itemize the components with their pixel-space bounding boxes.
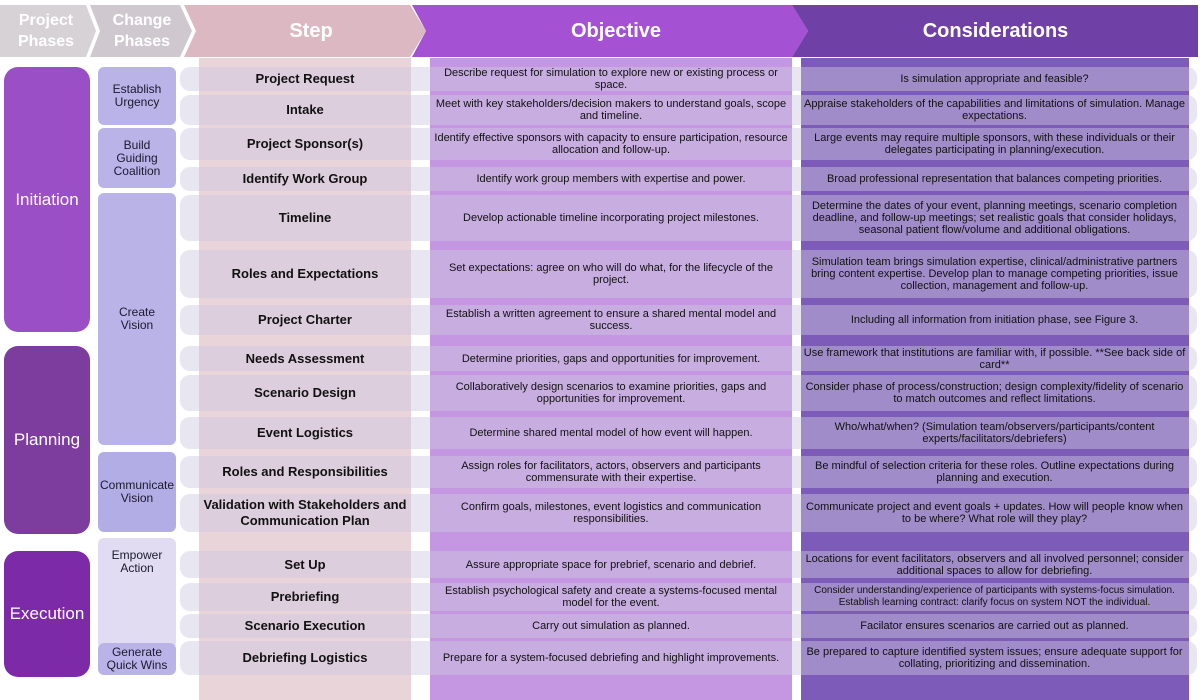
phase-label: Initiation (15, 189, 79, 209)
objective-cell: Determine priorities, gaps and opportunities for improvement. (461, 352, 761, 365)
step-cell: Timeline (278, 210, 332, 225)
considerations-cell: Is simulation appropriate and feasible? (900, 73, 1089, 85)
considerations-cell: Communicate project and event goals + updates. How will people know when to be where? What role will they play? (806, 501, 1183, 525)
objective-cell: Establish a written agreement to ensure a shared mental model and success. (445, 308, 777, 332)
considerations-cell: Facilator ensures scenarios are carried out as planned. (860, 620, 1129, 632)
step-cell: Roles and Expectations (231, 266, 379, 281)
step-cell: Roles and Responsibilities (222, 464, 388, 479)
change-phase-generate-quick-wins (98, 643, 176, 675)
step-cell: Validation with Stakeholders and Communication Plan (203, 497, 407, 528)
change-phase-label: Establish Urgency (112, 82, 162, 109)
change-phase-label: Build Guiding Coalition (113, 137, 161, 178)
considerations-cell: Locations for event facilitators, observers and all involved personnel; consider additional spaces to allow for debriefing. (805, 552, 1184, 577)
step-cell: Scenario Design (254, 385, 356, 400)
considerations-cell: Be prepared to capture identified system issues; ensure adequate support for collating, prioritizing and dissemination. (806, 646, 1183, 670)
objective-cell: Identify work group members with expertise and power. (476, 173, 746, 185)
objective-cell: Describe request for simulation to explore new or existing process or space. (444, 67, 778, 91)
considerations-cell: Consider phase of process/construction; design complexity/fidelity of scenario to match outcomes and reflect limitations. (805, 381, 1184, 405)
objective-cell: Identify effective sponsors with capacity to ensure participation, resource allocation and follow-up. (434, 132, 788, 156)
considerations-cell: Consider understanding/experience of participants with systems-focus simulation. Establish learning contract: clarify focus on system NOT the individual. (814, 585, 1175, 608)
objective-cell: Carry out simulation as planned. (532, 620, 690, 632)
change-phase-communicate-vision (98, 452, 176, 532)
step-cell: Set Up (284, 556, 326, 572)
change-phase-empower-action (98, 538, 176, 649)
objective-cell: Confirm goals, milestones, event logistics and communication responsibilities. (460, 501, 762, 525)
step-cell: Needs Assessment (245, 350, 365, 366)
step-cell: Project Charter (258, 312, 352, 327)
objective-cell: Assure appropriate space for prebrief, scenario and debrief. (465, 558, 757, 571)
considerations-cell: Simulation team brings simulation expertise, clinical/administrative partners bring content expertise. Develop plan to manage competing priorities, issue collection, management and follow-up. (811, 256, 1178, 292)
step-cell: Scenario Execution (244, 618, 366, 633)
change-phase-build-guiding-coalition (98, 128, 176, 188)
objective-cell: Collaboratively design scenarios to examine priorities, gaps and opportunities for improvement. (455, 381, 767, 405)
phase-label: Planning (13, 430, 81, 449)
header-objective: Objective (570, 19, 662, 42)
step-cell: Project Sponsor(s) (246, 136, 364, 151)
considerations-cell: Use framework that institutions are familiar with, if possible. **See back side of card** (803, 346, 1186, 371)
step-cell: Prebriefing (270, 589, 340, 604)
phase-planning (4, 346, 90, 534)
step-cell: Project Request (255, 71, 355, 86)
change-phase-create-vision (98, 193, 176, 445)
phase-label: Execution (9, 604, 85, 623)
considerations-cell: Appraise stakeholders of the capabilities and limitations of simulation. Manage expectations. (804, 98, 1185, 122)
header-considerations: Considerations (922, 19, 1069, 42)
phase-execution (4, 551, 90, 677)
considerations-cell: Determine the dates of your event, planning meetings, scenario completion deadline, and follow-up meetings; set realistic goals that consider holidays, seasonal patient flow/volume and additional obligations. (811, 200, 1178, 236)
header-project-phases: Project Phases (17, 12, 75, 50)
header-step: Step (289, 19, 333, 42)
considerations-cell: Who/what/when? (Simulation team/observers/participants/content experts/facilitators/debriefers) (834, 421, 1155, 445)
considerations-cell: Be mindful of selection criteria for these roles. Outline expectations during planning and execution. (815, 460, 1174, 484)
phase-initiation (4, 67, 90, 332)
change-phase-establish-urgency (98, 67, 176, 125)
change-phase-label: Communicate Vision (99, 478, 175, 505)
change-phase-label: Empower Action (111, 548, 163, 575)
considerations-cell: Broad professional representation that balances competing priorities. (826, 173, 1163, 185)
objective-cell: Meet with key stakeholders/decision makers to understand goals, scope and timeline. (435, 98, 787, 122)
change-phase-label: Create Vision (118, 305, 156, 332)
step-cell: Intake (286, 102, 324, 117)
objective-cell: Establish psychological safety and create a systems-focused mental model for the event. (445, 585, 777, 609)
objective-cell: Assign roles for facilitators, actors, observers and participants commensurate with their expertise. (461, 460, 761, 484)
header-change-phases: Change Phases (112, 12, 172, 50)
objective-cell: Determine shared mental model of how event will happen. (469, 427, 753, 439)
step-cell: Debriefing Logistics (242, 650, 368, 665)
objective-cell: Develop actionable timeline incorporating project milestones. (463, 212, 759, 224)
objective-cell: Set expectations: agree on who will do what, for the lifecycle of the project. (448, 262, 774, 286)
considerations-cell: Including all information from initiation phase, see Figure 3. (850, 314, 1139, 326)
step-cell: Identify Work Group (242, 171, 368, 186)
step-cell: Event Logistics (256, 425, 354, 440)
considerations-cell: Large events may require multiple sponsors, with these individuals or their delegates participating in planning/execution. (814, 132, 1175, 156)
objective-cell: Prepare for a system-focused debriefing and highlight improvements. (442, 652, 780, 664)
change-phase-label: Generate Quick Wins (106, 645, 168, 672)
